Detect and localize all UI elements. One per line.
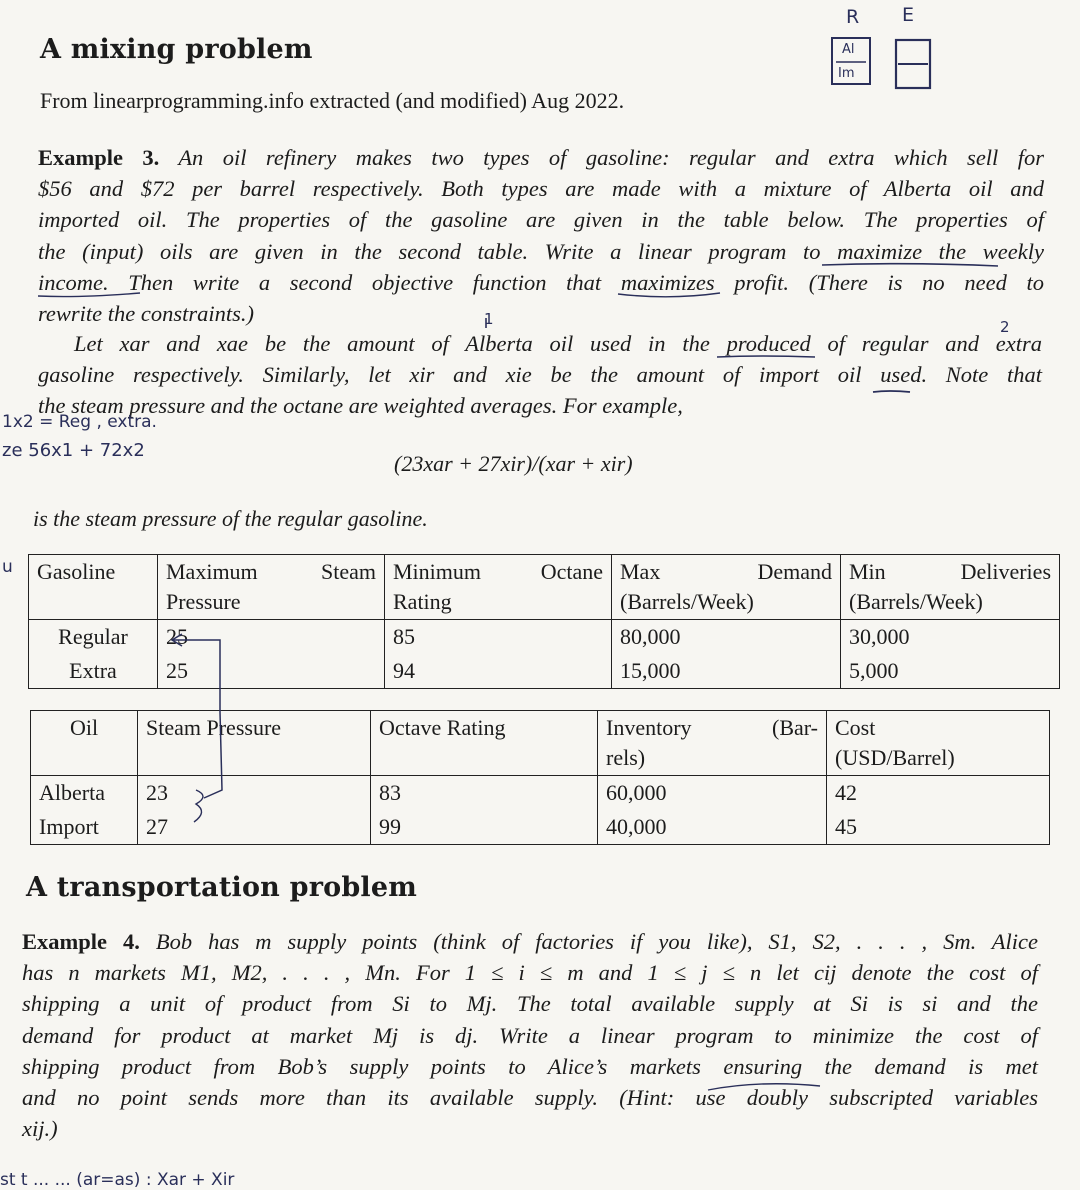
- gasoline-table-header: [29, 555, 1060, 620]
- handwritten-two: 2: [1000, 318, 1010, 336]
- after-formula-text: is the steam pressure of the regular gasoline.: [33, 506, 428, 531]
- example-4-line-4: shipping product from Bob’s supply points to Alice’s markets ensuring the demand is met: [22, 1053, 1038, 1079]
- handwritten-al: Al: [842, 42, 855, 57]
- let-paragraph: [38, 328, 1042, 422]
- example-3-line-1: $56 and $72 per barrel respectively. Both types are made with a mixture of Alberta oil and: [38, 176, 1044, 202]
- cell: Regular: [29, 620, 158, 655]
- cell: 23: [138, 776, 371, 811]
- example-3-line-4: income. Then write a second objective function that maximizes profit. (There is no need to: [38, 269, 1044, 295]
- gasoline-row-extra: [29, 654, 1060, 689]
- cell: Extra: [29, 654, 158, 689]
- handwritten-note-1: 1x2 = Reg , extra.: [2, 412, 157, 432]
- cell: 85: [385, 620, 612, 655]
- let-line-1: gasoline respectively. Similarly, let xir and xie be the amount of import oil used. Note that: [38, 362, 1042, 388]
- cell: 15,000: [612, 654, 841, 689]
- example-4-line-5: and no point sends more than its available supply. (Hint: use doubly subscripted variables: [22, 1085, 1038, 1111]
- example-3-line-2: imported oil. The properties of the gasoline are given in the table below. The properties of: [38, 207, 1044, 233]
- gasoline-header-demand: Max Demand (Barrels/Week): [612, 555, 841, 620]
- cell: 25: [158, 620, 385, 655]
- gasoline-header-gasoline: Gasoline: [29, 555, 158, 620]
- handwritten-r: R: [846, 6, 860, 28]
- handwritten-e: E: [902, 4, 915, 26]
- handwritten-box-e: [896, 40, 930, 88]
- cell: 27: [138, 810, 371, 845]
- gasoline-header-octane: Minimum Octane Rating: [385, 555, 612, 620]
- cell: 5,000: [841, 654, 1060, 689]
- let-line-2: the steam pressure and the octane are weighted averages. For example,: [38, 393, 683, 419]
- example-4-line-2: shipping a unit of product from Si to Mj. The total available supply at Si is si and the: [22, 991, 1038, 1017]
- cell: 30,000: [841, 620, 1060, 655]
- oil-table: [30, 710, 1050, 845]
- example-3-label: Example 3.: [38, 145, 160, 170]
- example-4-line-1: has n markets M1, M2, . . . , Mn. For 1 ≤ i ≤ m and 1 ≤ j ≤ n let cij denote the cost of: [22, 960, 1038, 986]
- gasoline-row-regular: [29, 620, 1060, 655]
- oil-header-oil: Oil: [31, 711, 138, 776]
- oil-table-header: [31, 711, 1050, 776]
- cell: Import: [31, 810, 138, 845]
- example-4-line-0: Example 4. Bob has m supply points (think of factories if you like), S1, S2, . . . , Sm. Alice: [22, 929, 1038, 954]
- cell: 42: [827, 776, 1050, 811]
- section-title-mixing: A mixing problem: [40, 34, 313, 65]
- oil-header-inventory: Inventory (Bar- rels): [598, 711, 827, 776]
- example-3-line-0: Example 3. An oil refinery makes two types of gasoline: regular and extra which sell for: [38, 145, 1044, 170]
- example-3-line-3: the (input) oils are given in the second table. Write a linear program to maximize the weekly: [38, 238, 1044, 264]
- gasoline-table: [28, 554, 1060, 689]
- cell: 45: [827, 810, 1050, 845]
- cell: 83: [371, 776, 598, 811]
- oil-row-import: [31, 810, 1050, 845]
- handwritten-note-2: ze 56x1 + 72x2: [2, 440, 145, 461]
- cell: 25: [158, 654, 385, 689]
- gasoline-header-deliveries: Min Deliveries (Barrels/Week): [841, 555, 1060, 620]
- example-3-paragraph: [38, 142, 1044, 329]
- oil-header-octave: Octave Rating: [371, 711, 598, 776]
- oil-header-steam: Steam Pressure: [138, 711, 371, 776]
- example-4-line-6: xij.): [22, 1116, 58, 1142]
- section-title-transport: A transportation problem: [26, 872, 418, 903]
- source-line: From linearprogramming.info extracted (and modified) Aug 2022.: [40, 88, 625, 113]
- gasoline-header-steam: Maximum Steam Pressure: [158, 555, 385, 620]
- example-4-paragraph: [22, 926, 1038, 1144]
- cell: 80,000: [612, 620, 841, 655]
- example-3-line-5: rewrite the constraints.): [38, 301, 255, 327]
- oil-header-cost: Cost (USD/Barrel): [827, 711, 1050, 776]
- formula: (23xar + 27xir)/(xar + xir): [394, 451, 633, 476]
- example-4-label: Example 4.: [22, 929, 140, 954]
- cell: 94: [385, 654, 612, 689]
- bottom-scribble: st t ... ... (ar=as) : Xar + Xir: [0, 1170, 235, 1190]
- margin-mark: u: [2, 557, 13, 577]
- handwritten-one: 1: [484, 310, 494, 328]
- let-line-0: Let xar and xae be the amount of Alberta oil used in the produced of regular and extra: [74, 331, 1042, 356]
- oil-row-alberta: [31, 776, 1050, 811]
- handwritten-im: Im: [838, 66, 855, 81]
- cell: 40,000: [598, 810, 827, 845]
- example-4-line-3: demand for product at market Mj is dj. Write a linear program to minimize the cost of: [22, 1022, 1038, 1048]
- cell: Alberta: [31, 776, 138, 811]
- cell: 60,000: [598, 776, 827, 811]
- cell: 99: [371, 810, 598, 845]
